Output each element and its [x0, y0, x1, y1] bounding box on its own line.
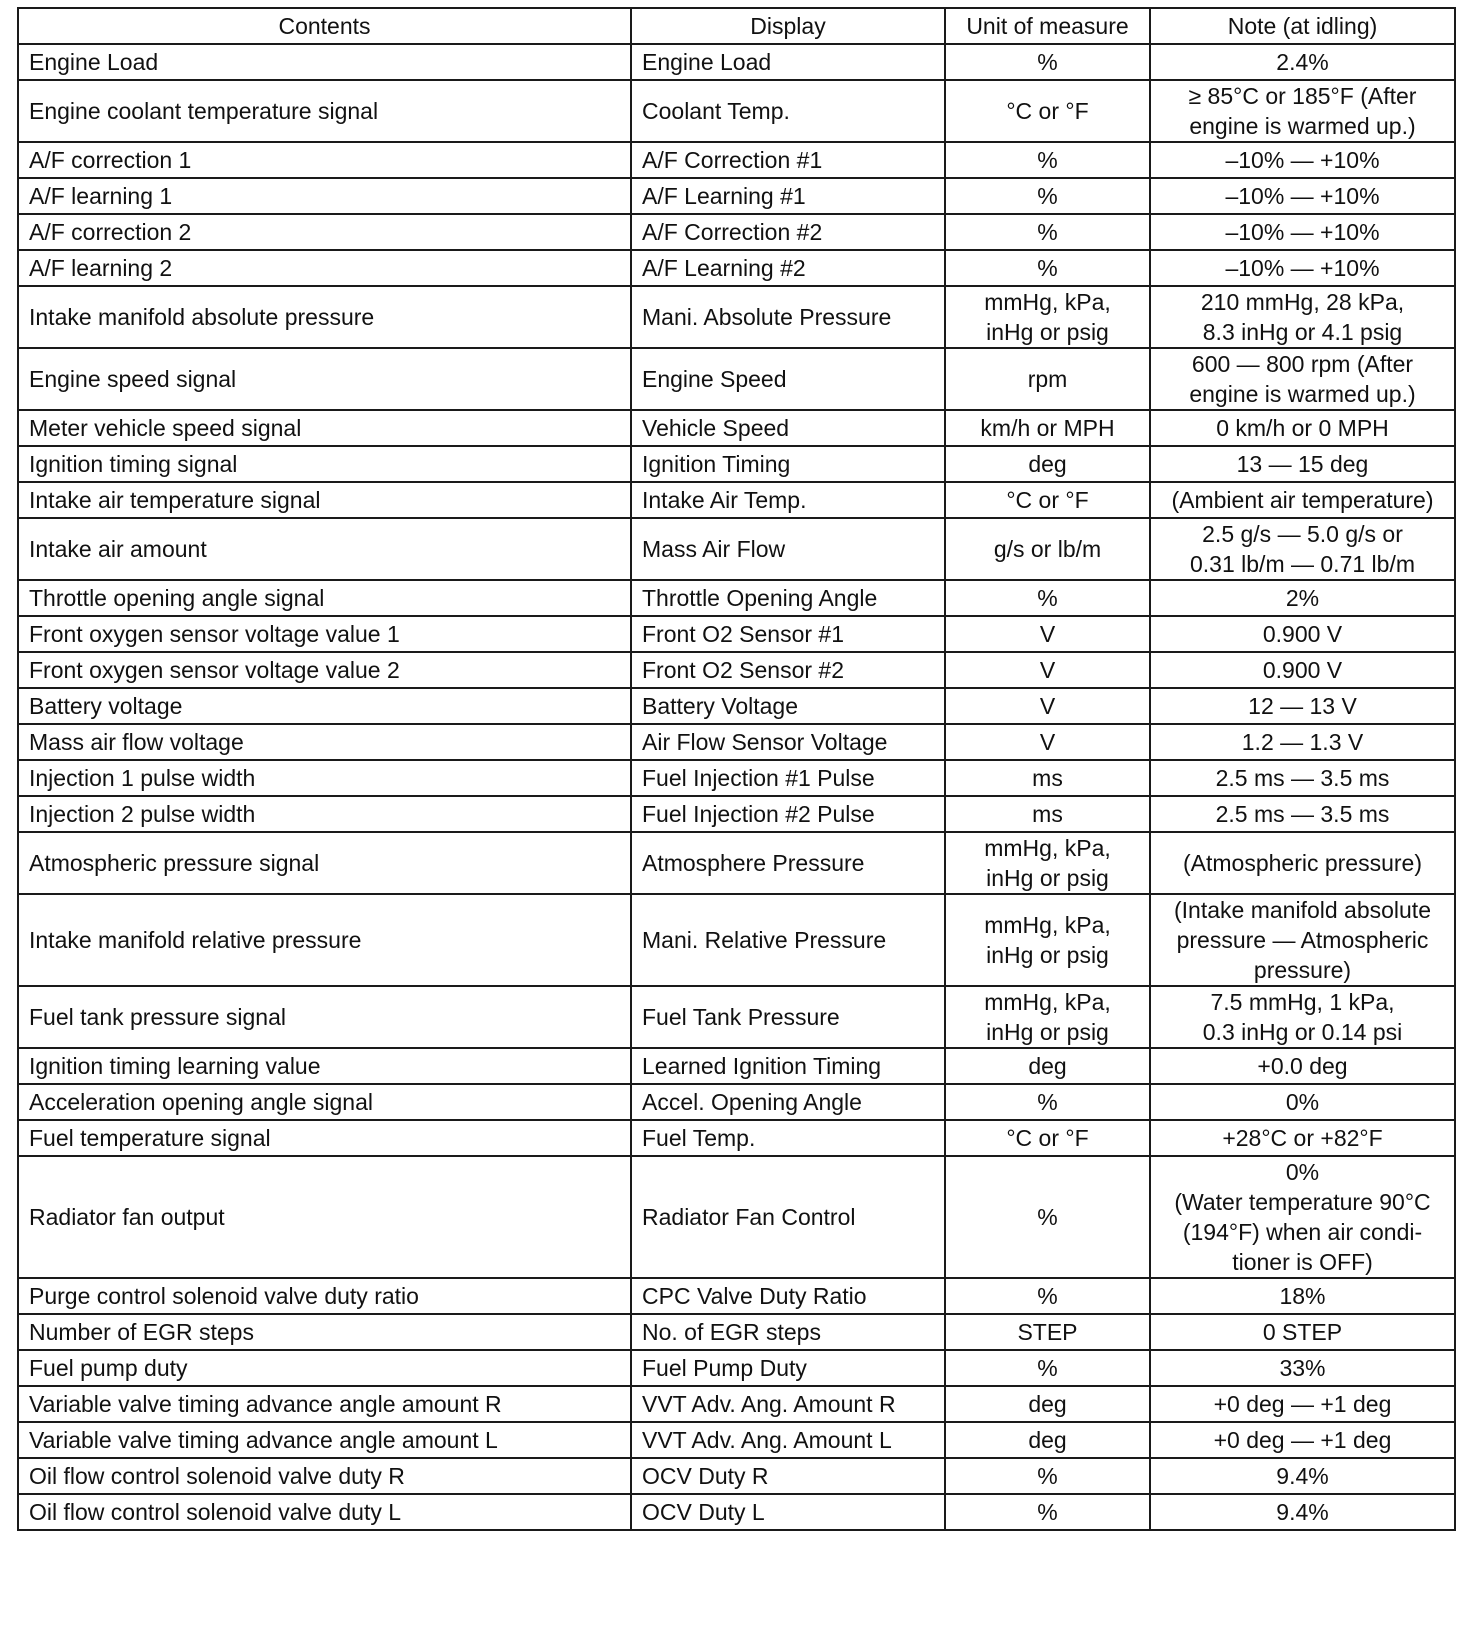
cell-contents: Engine speed signal — [18, 348, 631, 410]
cell-display: A/F Correction #1 — [631, 142, 945, 178]
cell-note: –10% — +10% — [1150, 250, 1455, 286]
cell-contents: Front oxygen sensor voltage value 1 — [18, 616, 631, 652]
cell-contents: Intake manifold relative pressure — [18, 894, 631, 986]
table-row — [18, 652, 1455, 688]
cell-note: 9.4% — [1150, 1494, 1455, 1530]
cell-contents: Engine Load — [18, 44, 631, 80]
table-row — [18, 986, 1455, 1048]
table-row — [18, 1120, 1455, 1156]
cell-note: 13 — 15 deg — [1150, 446, 1455, 482]
cell-note: –10% — +10% — [1150, 178, 1455, 214]
table-row — [18, 688, 1455, 724]
cell-unit: V — [945, 724, 1150, 760]
cell-note: +0.0 deg — [1150, 1048, 1455, 1084]
cell-contents: Variable valve timing advance angle amount L — [18, 1422, 631, 1458]
header-unit: Unit of measure — [945, 8, 1150, 44]
header-note: Note (at idling) — [1150, 8, 1455, 44]
cell-display: A/F Learning #2 — [631, 250, 945, 286]
cell-contents: Injection 1 pulse width — [18, 760, 631, 796]
table-row — [18, 286, 1455, 348]
table-row — [18, 1156, 1455, 1278]
cell-note: +28°C or +82°F — [1150, 1120, 1455, 1156]
cell-note: 2.5 ms — 3.5 ms — [1150, 760, 1455, 796]
cell-note: 7.5 mmHg, 1 kPa, 0.3 inHg or 0.14 psi — [1150, 986, 1455, 1048]
cell-note: 0% (Water temperature 90°C (194°F) when air condi- tioner is OFF) — [1150, 1156, 1455, 1278]
cell-contents: Oil flow control solenoid valve duty L — [18, 1494, 631, 1530]
header-display: Display — [631, 8, 945, 44]
table-row — [18, 724, 1455, 760]
cell-contents: Ignition timing signal — [18, 446, 631, 482]
cell-contents: Fuel temperature signal — [18, 1120, 631, 1156]
cell-unit: deg — [945, 1386, 1150, 1422]
cell-unit: °C or °F — [945, 1120, 1150, 1156]
cell-unit: % — [945, 580, 1150, 616]
data-monitor-table — [17, 7, 1456, 1531]
cell-note: 12 — 13 V — [1150, 688, 1455, 724]
cell-unit: °C or °F — [945, 80, 1150, 142]
cell-note: (Ambient air temperature) — [1150, 482, 1455, 518]
cell-display: Radiator Fan Control — [631, 1156, 945, 1278]
cell-note: 2% — [1150, 580, 1455, 616]
cell-contents: Acceleration opening angle signal — [18, 1084, 631, 1120]
cell-note: –10% — +10% — [1150, 214, 1455, 250]
cell-contents: A/F learning 1 — [18, 178, 631, 214]
cell-note: (Intake manifold absolute pressure — Atmospheric pressure) — [1150, 894, 1455, 986]
cell-display: Ignition Timing — [631, 446, 945, 482]
table-row — [18, 1422, 1455, 1458]
cell-display: Intake Air Temp. — [631, 482, 945, 518]
table-row — [18, 796, 1455, 832]
cell-unit: % — [945, 1494, 1150, 1530]
cell-contents: Injection 2 pulse width — [18, 796, 631, 832]
cell-note: 0% — [1150, 1084, 1455, 1120]
cell-contents: Intake air amount — [18, 518, 631, 580]
table-row — [18, 832, 1455, 894]
cell-display: Fuel Temp. — [631, 1120, 945, 1156]
cell-note: 2.5 g/s — 5.0 g/s or 0.31 lb/m — 0.71 lb/m — [1150, 518, 1455, 580]
cell-contents: Atmospheric pressure signal — [18, 832, 631, 894]
cell-contents: A/F correction 2 — [18, 214, 631, 250]
cell-display: Engine Speed — [631, 348, 945, 410]
cell-display: Front O2 Sensor #2 — [631, 652, 945, 688]
header-contents: Contents — [18, 8, 631, 44]
cell-unit: mmHg, kPa, inHg or psig — [945, 894, 1150, 986]
cell-contents: Fuel pump duty — [18, 1350, 631, 1386]
cell-contents: Variable valve timing advance angle amount R — [18, 1386, 631, 1422]
table-row — [18, 760, 1455, 796]
cell-display: Front O2 Sensor #1 — [631, 616, 945, 652]
cell-contents: Front oxygen sensor voltage value 2 — [18, 652, 631, 688]
table-row — [18, 80, 1455, 142]
cell-unit: % — [945, 1458, 1150, 1494]
table-row — [18, 44, 1455, 80]
cell-display: Mani. Relative Pressure — [631, 894, 945, 986]
table-body — [18, 44, 1455, 1530]
cell-contents: Oil flow control solenoid valve duty R — [18, 1458, 631, 1494]
cell-note: 0 STEP — [1150, 1314, 1455, 1350]
cell-unit: mmHg, kPa, inHg or psig — [945, 832, 1150, 894]
table-row — [18, 410, 1455, 446]
cell-contents: Battery voltage — [18, 688, 631, 724]
cell-note: 0.900 V — [1150, 616, 1455, 652]
cell-display: No. of EGR steps — [631, 1314, 945, 1350]
cell-unit: % — [945, 214, 1150, 250]
cell-note: +0 deg — +1 deg — [1150, 1422, 1455, 1458]
table-row — [18, 348, 1455, 410]
cell-display: VVT Adv. Ang. Amount R — [631, 1386, 945, 1422]
table-row — [18, 894, 1455, 986]
cell-note: 9.4% — [1150, 1458, 1455, 1494]
cell-contents: Radiator fan output — [18, 1156, 631, 1278]
cell-display: Mass Air Flow — [631, 518, 945, 580]
table-row — [18, 446, 1455, 482]
table-row — [18, 1458, 1455, 1494]
cell-display: A/F Learning #1 — [631, 178, 945, 214]
cell-note: 210 mmHg, 28 kPa, 8.3 inHg or 4.1 psig — [1150, 286, 1455, 348]
cell-contents: Purge control solenoid valve duty ratio — [18, 1278, 631, 1314]
cell-note: 2.5 ms — 3.5 ms — [1150, 796, 1455, 832]
cell-contents: Number of EGR steps — [18, 1314, 631, 1350]
cell-contents: Ignition timing learning value — [18, 1048, 631, 1084]
cell-display: OCV Duty R — [631, 1458, 945, 1494]
table-row — [18, 518, 1455, 580]
cell-unit: deg — [945, 1048, 1150, 1084]
cell-note: 2.4% — [1150, 44, 1455, 80]
cell-unit: % — [945, 1084, 1150, 1120]
cell-display: Coolant Temp. — [631, 80, 945, 142]
cell-unit: V — [945, 688, 1150, 724]
cell-unit: °C or °F — [945, 482, 1150, 518]
cell-display: CPC Valve Duty Ratio — [631, 1278, 945, 1314]
cell-unit: V — [945, 652, 1150, 688]
cell-display: VVT Adv. Ang. Amount L — [631, 1422, 945, 1458]
cell-note: 33% — [1150, 1350, 1455, 1386]
cell-display: Fuel Injection #1 Pulse — [631, 760, 945, 796]
cell-contents: Mass air flow voltage — [18, 724, 631, 760]
cell-display: Engine Load — [631, 44, 945, 80]
table-row — [18, 1386, 1455, 1422]
cell-unit: STEP — [945, 1314, 1150, 1350]
cell-unit: ms — [945, 796, 1150, 832]
cell-unit: mmHg, kPa, inHg or psig — [945, 286, 1150, 348]
cell-unit: rpm — [945, 348, 1150, 410]
cell-display: Fuel Injection #2 Pulse — [631, 796, 945, 832]
cell-unit: V — [945, 616, 1150, 652]
table-row — [18, 1278, 1455, 1314]
cell-display: Atmosphere Pressure — [631, 832, 945, 894]
cell-contents: Intake manifold absolute pressure — [18, 286, 631, 348]
cell-display: A/F Correction #2 — [631, 214, 945, 250]
cell-unit: g/s or lb/m — [945, 518, 1150, 580]
table-row — [18, 142, 1455, 178]
cell-unit: % — [945, 44, 1150, 80]
cell-unit: % — [945, 250, 1150, 286]
cell-display: Throttle Opening Angle — [631, 580, 945, 616]
cell-contents: Engine coolant temperature signal — [18, 80, 631, 142]
cell-unit: % — [945, 1156, 1150, 1278]
table-row — [18, 580, 1455, 616]
cell-note: ≥ 85°C or 185°F (After engine is warmed up.) — [1150, 80, 1455, 142]
cell-unit: % — [945, 1350, 1150, 1386]
cell-contents: A/F learning 2 — [18, 250, 631, 286]
cell-contents: Meter vehicle speed signal — [18, 410, 631, 446]
table-row — [18, 482, 1455, 518]
cell-unit: mmHg, kPa, inHg or psig — [945, 986, 1150, 1048]
cell-unit: km/h or MPH — [945, 410, 1150, 446]
cell-display: Mani. Absolute Pressure — [631, 286, 945, 348]
cell-display: Fuel Pump Duty — [631, 1350, 945, 1386]
cell-note: (Atmospheric pressure) — [1150, 832, 1455, 894]
table-row — [18, 1494, 1455, 1530]
table-row — [18, 1048, 1455, 1084]
cell-display: Fuel Tank Pressure — [631, 986, 945, 1048]
table-row — [18, 1084, 1455, 1120]
cell-unit: ms — [945, 760, 1150, 796]
cell-contents: Throttle opening angle signal — [18, 580, 631, 616]
table-row — [18, 178, 1455, 214]
cell-display: OCV Duty L — [631, 1494, 945, 1530]
cell-note: +0 deg — +1 deg — [1150, 1386, 1455, 1422]
table-row — [18, 1314, 1455, 1350]
cell-contents: Fuel tank pressure signal — [18, 986, 631, 1048]
cell-unit: deg — [945, 1422, 1150, 1458]
table-row — [18, 616, 1455, 652]
cell-unit: deg — [945, 446, 1150, 482]
cell-display: Battery Voltage — [631, 688, 945, 724]
cell-display: Air Flow Sensor Voltage — [631, 724, 945, 760]
cell-unit: % — [945, 142, 1150, 178]
cell-note: 18% — [1150, 1278, 1455, 1314]
cell-note: 0 km/h or 0 MPH — [1150, 410, 1455, 446]
cell-contents: Intake air temperature signal — [18, 482, 631, 518]
table-row — [18, 214, 1455, 250]
cell-unit: % — [945, 178, 1150, 214]
table-row — [18, 1350, 1455, 1386]
table-row — [18, 250, 1455, 286]
cell-display: Vehicle Speed — [631, 410, 945, 446]
cell-note: 600 — 800 rpm (After engine is warmed up.) — [1150, 348, 1455, 410]
header-row — [18, 8, 1455, 44]
cell-note: –10% — +10% — [1150, 142, 1455, 178]
cell-unit: % — [945, 1278, 1150, 1314]
cell-display: Learned Ignition Timing — [631, 1048, 945, 1084]
cell-display: Accel. Opening Angle — [631, 1084, 945, 1120]
cell-note: 1.2 — 1.3 V — [1150, 724, 1455, 760]
cell-note: 0.900 V — [1150, 652, 1455, 688]
cell-contents: A/F correction 1 — [18, 142, 631, 178]
